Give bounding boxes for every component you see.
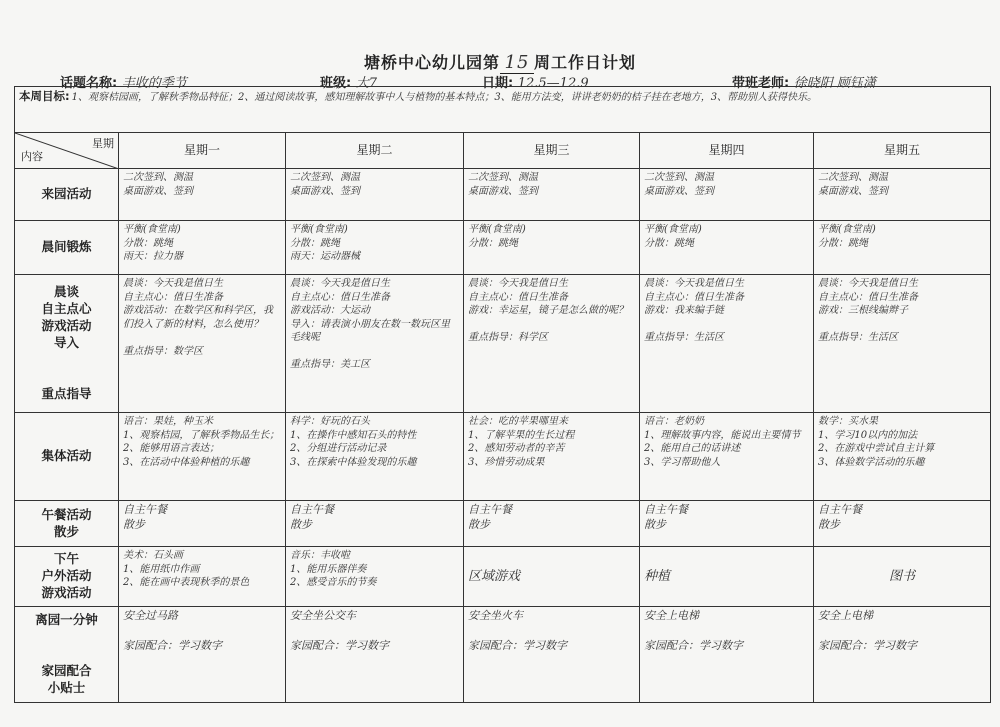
cell-text: 平衡(食堂南) 分散：跳绳 雨天：运动器械 [290,224,360,262]
date-label: 日期: [482,76,514,91]
title-prefix: 塘桥中心幼儿园第 [363,53,500,72]
cell-text: 晨谈：今天我是值日生 自主点心：值日生准备 游戏活动：大运动 导入：请表演小朋友在数一数玩区里毛线呢 重点指导：美工区 [290,278,450,370]
day-header-tue: 星期二 [286,133,464,169]
row-label-line: 散步 [53,523,79,539]
cell-text: 自主午餐 散步 [290,503,334,531]
page-title [0,50,1000,74]
departure-thu [640,607,814,703]
row-label-line: 家园配合 [41,663,92,679]
topic-value: 丰收的季节 [121,76,187,91]
group-wed [464,413,640,501]
talk-tue [286,275,464,413]
row-label-spacer [17,629,116,663]
cell-text: 科学：好玩的石头 1、在操作中感知石头的特性 2、分组进行活动记录 3、在探索中体验发现的乐趣 [290,416,417,468]
row-label-afternoon [15,547,119,607]
cell-text: 区域游戏 [468,568,521,584]
corner-cell [15,133,119,169]
cell-text: 语言：果娃，种玉米 1、观察桔园，了解秋季物品生长； 2、能够用语言表达； 3、在活动中体验种植的乐趣 [123,416,280,468]
lunch-tue [286,501,464,547]
cell-text: 安全上电梯 家园配合：学习数字 [644,609,743,652]
arrival-fri [814,169,991,221]
day-header-mon: 星期一 [119,133,286,169]
morning-exercise-row [15,221,991,275]
group-fri [814,413,991,501]
departure-wed [464,607,640,703]
departure-row [15,607,991,703]
class-value: 大7 [355,76,378,91]
departure-tue [286,607,464,703]
lunch-thu [640,501,814,547]
lunch-mon [119,501,286,547]
afternoon-fri [814,547,991,607]
class-label: 班级: [320,76,352,91]
day-header-thu: 星期四 [640,133,814,169]
row-label-line: 游戏活动 [41,584,92,600]
talk-wed [464,275,640,413]
group-activity-row [15,413,991,501]
cell-text: 二次签到、测温 桌面游戏、签到 [468,172,538,197]
corner-weekday-label: 星期 [92,137,114,150]
teacher-label: 带班老师: [732,76,790,91]
goal-row [15,87,991,133]
cell-text: 晨谈：今天我是值日生 自主点心：值日生准备 游戏：我来编手链 重点指导：生活区 [644,278,744,343]
cell-text: 二次签到、测温 桌面游戏、签到 [290,172,360,197]
exercise-thu [640,221,814,275]
cell-text: 晨谈：今天我是值日生 自主点心：值日生准备 游戏：三根线编辫子 重点指导：生活区 [818,278,918,343]
topic-label: 话题名称: [60,76,118,91]
cell-text: 自主午餐 散步 [123,503,167,531]
row-label-lunch [15,501,119,547]
afternoon-thu [640,547,814,607]
cell-text: 图书 [889,568,916,584]
row-label-line: 游戏活动 [41,318,92,334]
exercise-wed [464,221,640,275]
cell-text: 社会：吃的苹果哪里来 1、了解苹果的生长过程 2、感知劳动者的辛苦 3、珍惜劳动成果 [468,416,575,468]
row-label-text: 晨间锻炼 [41,239,92,255]
cell-text: 安全坐火车 家园配合：学习数字 [468,609,567,652]
corner-content-label: 内容 [21,150,43,164]
exercise-fri [814,221,991,275]
afternoon-mon [119,547,286,607]
cell-text: 自主午餐 散步 [468,503,512,531]
cell-text: 安全过马路 家园配合：学习数字 [123,609,222,652]
cell-text: 种植 [644,568,671,584]
cell-text: 晨谈：今天我是值日生 自主点心：值日生准备 游戏活动：在数学区和科学区，我们投入了新的材料，怎么使用？ 重点指导：数学区 [123,278,273,357]
row-label-morning-talk [15,275,119,413]
week-number: 15 [500,52,534,74]
weekly-plan-table [14,86,991,703]
cell-text: 美术：石头画 1、能用纸巾作画 2、能在画中表现秋季的景色 [123,550,250,588]
row-label-line: 晨谈 [53,284,79,300]
talk-mon [119,275,286,413]
day-header-row [15,133,991,169]
afternoon-tue [286,547,464,607]
lunch-fri [814,501,991,547]
row-label-line: 重点指导 [41,385,92,401]
title-suffix: 周工作日计划 [534,53,637,72]
row-label-line: 户外活动 [41,568,92,584]
cell-text: 平衡(食堂南) 分散：跳绳 雨天：拉力器 [123,224,183,262]
arrival-tue [286,169,464,221]
arrival-wed [464,169,640,221]
cell-text: 音乐：丰收啦 1、能用乐器伴奏 2、感受音乐的节奏 [290,550,377,588]
row-label-text: 集体活动 [41,448,92,464]
cell-text: 语言：老奶奶 1、理解故事内容，能说出主要情节 2、能用自己的话讲述 3、学习帮助他人 [644,416,801,468]
row-label-line: 午餐活动 [41,506,92,522]
arrival-mon [119,169,286,221]
cell-text: 二次签到、测温 桌面游戏、签到 [644,172,714,197]
row-label-spacer [17,352,116,386]
cell-text: 自主午餐 散步 [644,503,688,531]
cell-text: 二次签到、测温 桌面游戏、签到 [818,172,888,197]
cell-text: 二次签到、测温 桌面游戏、签到 [123,172,193,197]
row-label-exercise [15,221,119,275]
weekly-goal-cell [15,87,991,133]
row-label-group-activity [15,413,119,501]
group-tue [286,413,464,501]
departure-fri [814,607,991,703]
departure-mon [119,607,286,703]
day-header-wed: 星期三 [464,133,640,169]
lunch-wed [464,501,640,547]
cell-text: 安全坐公交车 家园配合：学习数字 [290,609,389,652]
row-label-arrival [15,169,119,221]
talk-thu [640,275,814,413]
day-header-fri: 星期五 [814,133,991,169]
row-label-text: 来园活动 [41,186,92,202]
weekly-goal-label: 本周目标: [19,89,70,103]
arrival-row [15,169,991,221]
row-label-line: 下午 [53,551,79,567]
arrival-thu [640,169,814,221]
row-label-line: 小贴士 [47,679,86,695]
cell-text: 平衡(食堂南) 分散：跳绳 [468,224,526,249]
cell-text: 平衡(食堂南) 分散：跳绳 [644,224,702,249]
exercise-tue [286,221,464,275]
date-value: 12.5—12.9 [517,76,589,91]
row-label-line: 自主点心 [41,301,92,317]
cell-text: 数学：买水果 1、学习10以内的加法 2、在游戏中尝试自主计算 3、体验数学活动的乐趣 [818,416,935,468]
exercise-mon [119,221,286,275]
afternoon-row [15,547,991,607]
weekly-goal-text: 1、观察桔园画，了解秋季物品特征；2、通过阅读故事，感知理解故事中人与植物的基本特点；3、能用方法变，讲讲老奶奶的桔子挂在老地方，3、帮助别人获得快乐。 [71,92,818,103]
row-label-line: 导入 [53,334,79,350]
lunch-row [15,501,991,547]
cell-text: 平衡(食堂南) 分散：跳绳 [818,224,876,249]
talk-fri [814,275,991,413]
cell-text: 自主午餐 散步 [818,503,862,531]
afternoon-wed [464,547,640,607]
cell-text: 安全上电梯 家园配合：学习数字 [818,609,917,652]
row-label-departure [15,607,119,703]
morning-talk-row [15,275,991,413]
row-label-line: 离园一分钟 [35,612,98,628]
cell-text: 晨谈：今天我是值日生 自主点心：值日生准备 游戏：幸运星，镜子是怎么做的呢？ 重点指导：科学区 [468,278,628,343]
group-thu [640,413,814,501]
group-mon [119,413,286,501]
teacher-value: 徐晓阳 顾钰潇 [793,76,876,91]
